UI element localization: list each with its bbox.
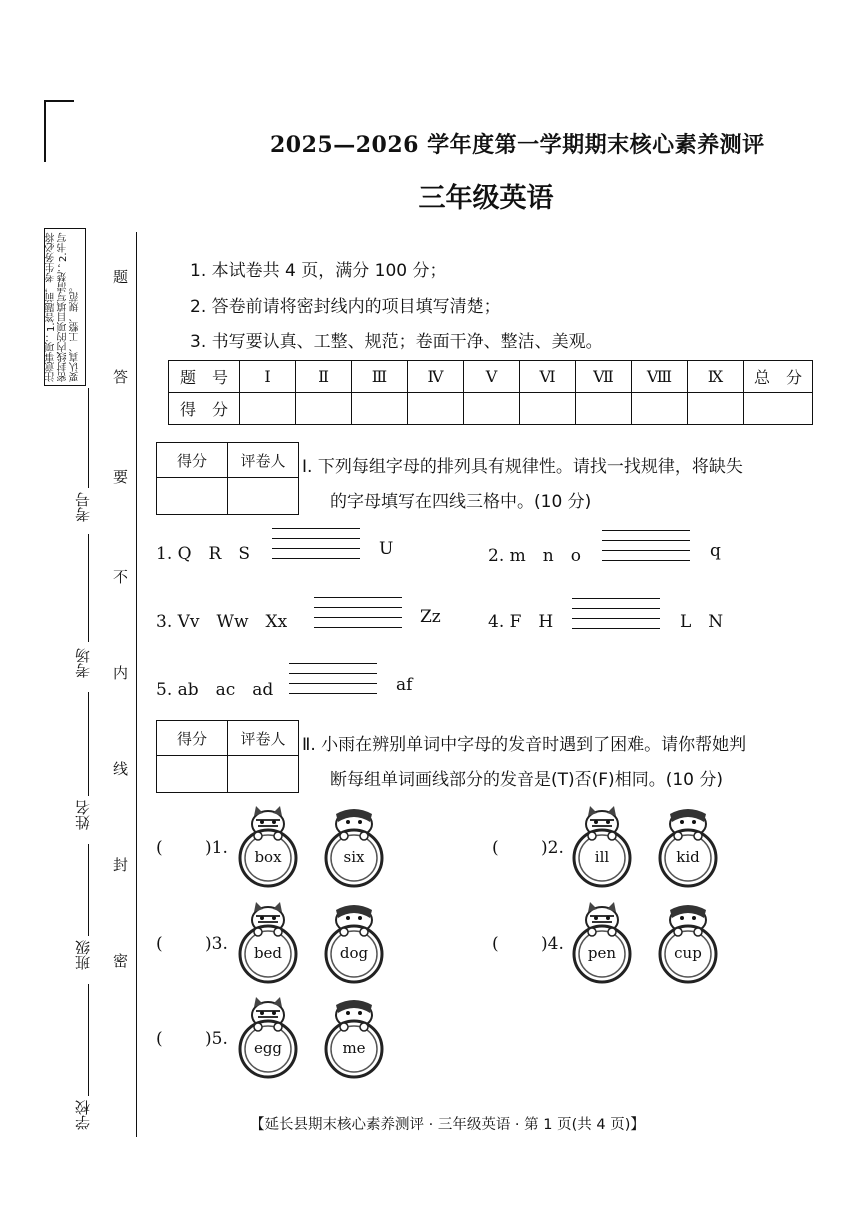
cat-badge <box>236 804 300 900</box>
answer-paren-open: ( <box>156 838 163 858</box>
score-table-col: Ⅷ <box>632 361 688 393</box>
score-table <box>168 360 813 425</box>
grader-box-2 <box>156 720 299 793</box>
school-label: 学校 <box>74 1100 92 1130</box>
item-number: )5. <box>205 1029 228 1049</box>
seal-char: 不 <box>113 568 129 586</box>
score-table-col: Ⅵ <box>520 361 576 393</box>
crop-corner-mark <box>44 100 74 162</box>
seal-char: 答 <box>113 368 129 386</box>
q3-letters: 3. Vv Ww Xx <box>156 612 288 632</box>
section2-title: Ⅱ. 小雨在辨别单词中字母的发音时遇到了困难。请你帮她判 <box>302 735 747 755</box>
item-number: )4. <box>541 934 564 954</box>
item-number: )2. <box>541 838 564 858</box>
four-line-grid[interactable] <box>314 597 402 637</box>
word-label: egg <box>253 1039 283 1057</box>
notes-text: 注意事项：1.答题前，考生务必将密封线内的项目填写清楚；2.书写要认真、工整、规范。 <box>46 232 81 382</box>
four-line-grid[interactable] <box>272 528 360 568</box>
section2-title-2: 断每组单词画线部分的发音是(T)否(F)相同。(10 分) <box>330 770 723 790</box>
score-cell[interactable] <box>744 393 813 425</box>
grader-score-cell[interactable] <box>157 478 228 515</box>
word-label: cup <box>674 944 702 962</box>
class-label: 班级 <box>74 940 92 970</box>
page-footer: 【延长县期末核心素养测评 · 三年级英语 · 第 1 页(共 4 页)】 <box>250 1117 645 1133</box>
q3-tail: Zz <box>420 607 441 627</box>
score-cell[interactable] <box>632 393 688 425</box>
word-label: me <box>342 1039 366 1057</box>
word-label: kid <box>676 848 700 866</box>
grader-box-1 <box>156 442 299 515</box>
word-label: dog <box>339 944 369 962</box>
item-number: )3. <box>205 934 228 954</box>
word-label: box <box>254 848 282 866</box>
exam-number-label: 考号 <box>74 492 92 522</box>
dog-badge <box>322 995 386 1091</box>
cat-badge <box>570 900 634 996</box>
grader-score-label: 得分 <box>157 443 228 478</box>
name-label: 姓名 <box>74 800 92 830</box>
q4-letters: 4. F H <box>488 612 554 632</box>
score-table-col: Ⅰ <box>240 361 296 393</box>
grader-name-cell[interactable] <box>228 756 299 793</box>
item-number: )1. <box>205 838 228 858</box>
word-label: bed <box>253 944 283 962</box>
score-table-col: Ⅶ <box>576 361 632 393</box>
score-cell[interactable] <box>520 393 576 425</box>
score-row-label: 得 分 <box>169 393 240 425</box>
dog-badge <box>656 804 720 900</box>
seal-char: 密 <box>113 952 129 970</box>
score-table-col: Ⅸ <box>688 361 744 393</box>
cat-badge <box>236 995 300 1091</box>
q5-letters: 5. ab ac ad <box>156 680 274 700</box>
score-table-col: Ⅲ <box>352 361 408 393</box>
grader-name-cell[interactable] <box>228 478 299 515</box>
seal-char: 题 <box>113 268 129 286</box>
word-label: ill <box>594 848 610 866</box>
seal-char: 线 <box>113 760 129 778</box>
score-cell[interactable] <box>296 393 352 425</box>
word-label: six <box>343 848 365 866</box>
score-table-col: Ⅴ <box>464 361 520 393</box>
score-table-header: 题 号 <box>169 361 240 393</box>
dog-badge <box>656 900 720 996</box>
seal-line <box>136 232 137 1137</box>
grader-name-label: 评卷人 <box>228 721 299 756</box>
word-label: pen <box>587 944 617 962</box>
q2-tail: q <box>710 541 721 561</box>
score-table-col: Ⅱ <box>296 361 352 393</box>
cat-badge <box>570 804 634 900</box>
exam-room-label: 考场 <box>74 648 92 678</box>
grader-score-cell[interactable] <box>157 756 228 793</box>
four-line-grid[interactable] <box>289 663 377 703</box>
q2-letters: 2. m n o <box>488 546 581 566</box>
exam-room-field[interactable] <box>88 534 89 642</box>
instruction-3: 3. 书写要认真、工整、规范；卷面干净、整洁、美观。 <box>190 332 603 352</box>
score-cell[interactable] <box>576 393 632 425</box>
answer-paren-open: ( <box>156 934 163 954</box>
school-field[interactable] <box>88 984 89 1096</box>
q1-tail: U <box>379 539 394 559</box>
exam-title: 2025—2026 学年度第一学期期末核心素养测评 <box>270 132 765 158</box>
score-cell[interactable] <box>408 393 464 425</box>
seal-char: 要 <box>113 468 129 486</box>
instruction-1: 1. 本试卷共 4 页，满分 100 分； <box>190 261 447 281</box>
exam-number-field[interactable] <box>88 388 89 488</box>
answer-paren-open: ( <box>492 934 499 954</box>
q5-tail: af <box>396 675 413 695</box>
score-cell[interactable] <box>352 393 408 425</box>
instruction-2: 2. 答卷前请将密封线内的项目填写清楚； <box>190 297 501 317</box>
score-table-col: Ⅳ <box>408 361 464 393</box>
score-table-total: 总 分 <box>744 361 813 393</box>
seal-char: 内 <box>113 664 129 682</box>
score-cell[interactable] <box>240 393 296 425</box>
exam-subtitle: 三年级英语 <box>418 183 554 214</box>
cat-badge <box>236 900 300 996</box>
section1-title: Ⅰ. 下列每组字母的排列具有规律性。请找一找规律，将缺失 <box>302 457 743 477</box>
grader-name-label: 评卷人 <box>228 443 299 478</box>
q4-tail: L N <box>680 612 724 632</box>
dog-badge <box>322 900 386 996</box>
four-line-grid[interactable] <box>572 598 660 638</box>
name-field[interactable] <box>88 692 89 796</box>
grader-score-label: 得分 <box>157 721 228 756</box>
q1-letters: 1. Q R S <box>156 544 251 564</box>
section1-title-2: 的字母填写在四线三格中。(10 分) <box>330 492 592 512</box>
class-field[interactable] <box>88 844 89 936</box>
dog-badge <box>322 804 386 900</box>
answer-paren-open: ( <box>156 1029 163 1049</box>
seal-char: 封 <box>113 856 129 874</box>
answer-paren-open: ( <box>492 838 499 858</box>
four-line-grid[interactable] <box>602 530 690 570</box>
score-cell[interactable] <box>688 393 744 425</box>
score-cell[interactable] <box>464 393 520 425</box>
